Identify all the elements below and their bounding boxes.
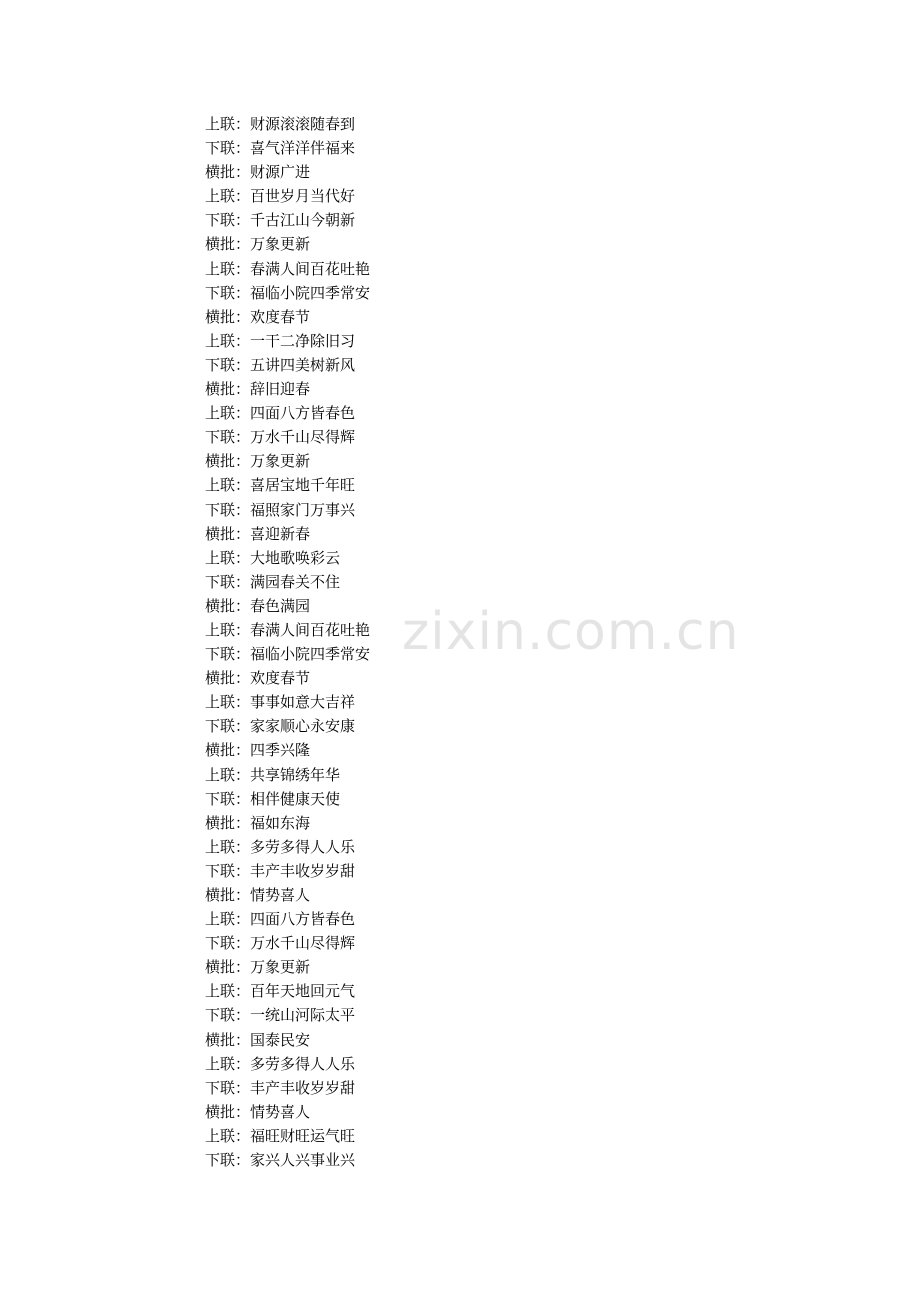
couplet-line: 上联：春满人间百花吐艳 bbox=[205, 259, 371, 278]
couplet-line: 下联：一统山河际太平 bbox=[205, 1006, 356, 1025]
couplet-line: 下联：万水千山尽得辉 bbox=[205, 934, 356, 953]
couplet-line: 上联：多劳多得人人乐 bbox=[205, 837, 356, 856]
couplet-line: 下联：万水千山尽得辉 bbox=[205, 428, 356, 447]
couplet-line: 下联：丰产丰收岁岁甜 bbox=[205, 1078, 356, 1097]
couplet-line: 上联：四面八方皆春色 bbox=[205, 910, 356, 929]
couplet-line: 上联：大地歌唤彩云 bbox=[205, 548, 341, 567]
couplet-line: 横批：财源广进 bbox=[205, 163, 311, 182]
couplet-line: 下联：千古江山今朝新 bbox=[205, 211, 356, 230]
couplet-line: 上联：一干二净除旧习 bbox=[205, 331, 356, 350]
couplet-line: 上联：多劳多得人人乐 bbox=[205, 1054, 356, 1073]
couplet-line: 上联：事事如意大吉祥 bbox=[205, 693, 356, 712]
watermark: zixin.com.cn bbox=[402, 602, 740, 662]
couplet-line: 横批：情势喜人 bbox=[205, 1102, 311, 1121]
couplet-line: 上联：共享锦绣年华 bbox=[205, 765, 341, 784]
couplet-line: 横批：辞旧迎春 bbox=[205, 380, 311, 399]
couplet-line: 横批：欢度春节 bbox=[205, 669, 311, 688]
couplet-line: 下联：丰产丰收岁岁甜 bbox=[205, 861, 356, 880]
couplet-line: 横批：喜迎新春 bbox=[205, 524, 311, 543]
couplet-line: 下联：家兴人兴事业兴 bbox=[205, 1151, 356, 1170]
couplet-line: 下联：福临小院四季常安 bbox=[205, 283, 371, 302]
couplet-line: 下联：五讲四美树新风 bbox=[205, 355, 356, 374]
couplet-line: 横批：国泰民安 bbox=[205, 1030, 311, 1049]
couplet-line: 上联：喜居宝地千年旺 bbox=[205, 476, 356, 495]
couplet-line: 横批：欢度春节 bbox=[205, 307, 311, 326]
couplet-line: 下联：家家顺心永安康 bbox=[205, 717, 356, 736]
couplet-line: 横批：万象更新 bbox=[205, 235, 311, 254]
couplet-line: 上联：财源滚滚随春到 bbox=[205, 115, 356, 133]
couplet-line: 上联：春满人间百花吐艳 bbox=[205, 620, 371, 639]
couplet-line: 横批：万象更新 bbox=[205, 958, 311, 977]
couplet-line: 下联：喜气洋洋伴福来 bbox=[205, 139, 356, 158]
couplet-line: 上联：福旺财旺运气旺 bbox=[205, 1126, 356, 1145]
couplet-line: 上联：百世岁月当代好 bbox=[205, 187, 356, 206]
couplet-line: 下联：相伴健康天使 bbox=[205, 789, 341, 808]
couplet-line: 下联：福临小院四季常安 bbox=[205, 645, 371, 664]
couplet-line: 横批：四季兴隆 bbox=[205, 741, 311, 760]
couplet-line: 上联：四面八方皆春色 bbox=[205, 404, 356, 423]
couplet-line: 下联：福照家门万事兴 bbox=[205, 500, 356, 519]
couplet-list bbox=[205, 112, 370, 1172]
couplet-line: 横批：情势喜人 bbox=[205, 886, 311, 904]
couplet-line: 下联：满园春关不住 bbox=[205, 572, 341, 591]
couplet-line: 横批：万象更新 bbox=[205, 452, 311, 471]
couplet-line: 上联：百年天地回元气 bbox=[205, 982, 356, 1001]
couplet-line: 横批：春色满园 bbox=[205, 596, 311, 615]
couplet-line: 横批：福如东海 bbox=[205, 813, 311, 832]
